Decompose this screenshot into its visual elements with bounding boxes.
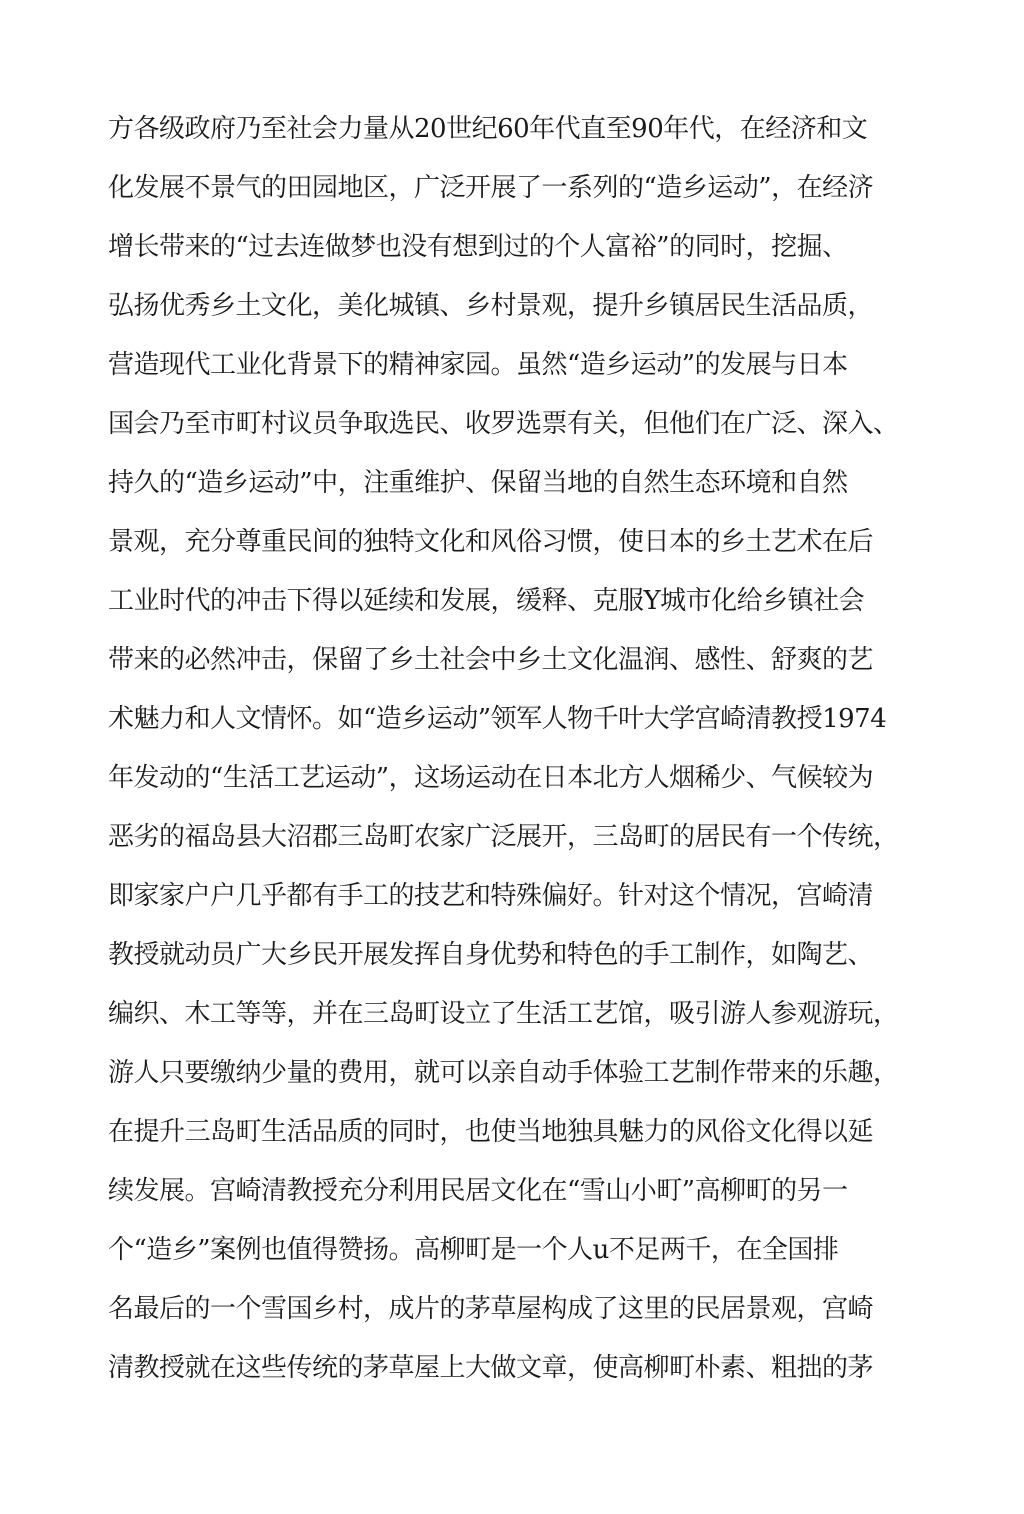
text-line: 持久的“造乡运动”中，注重维护、保留当地的自然生态环境和自然	[108, 468, 848, 498]
text-line: 方各级政府乃至社会力量从20世纪60年代直至90年代，在经济和文	[108, 114, 868, 144]
text-line: 工业时代的冲击下得以延续和发展，缓释、克服Y城市化给乡镇社会	[108, 586, 865, 616]
text-line: 恶劣的福岛县大沼郡三岛町农家广泛展开，三岛町的居民有一个传统，	[108, 822, 899, 852]
text-line: 弘扬优秀乡土文化，美化城镇、乡村景观，提升乡镇居民生活品质，	[108, 291, 874, 321]
text-line: 即家家户户几乎都有手工的技艺和特殊偏好。针对这个情况，宫崎清	[108, 881, 874, 911]
text-line: 编织、木工等等，并在三岛町设立了生活工艺馆，吸引游人参观游玩，	[108, 999, 899, 1029]
text-line: 术魅力和人文情怀。如“造乡运动”领军人物千叶大学宫崎清教授1974	[108, 704, 887, 734]
text-line: 化发展不景气的田园地区，广泛开展了一系列的“造乡运动”，在经济	[108, 173, 874, 203]
text-line: 个“造乡”案例也值得赞扬。高柳町是一个人u不足两千，在全国排	[108, 1235, 839, 1265]
text-line: 在提升三岛町生活品质的同时，也使当地独具魅力的风俗文化得以延	[108, 1117, 874, 1147]
text-line: 游人只要缴纳少量的费用，就可以亲自动手体验工艺制作带来的乐趣，	[108, 1058, 899, 1088]
text-line: 国会乃至市町村议员争取选民、收罗选票有关，但他们在广泛、深入、	[108, 409, 899, 439]
text-line: 增长带来的“过去连做梦也没有想到过的个人富裕”的同时，挖掘、	[108, 232, 848, 262]
text-line: 教授就动员广大乡民开展发挥自身优势和特色的手工制作，如陶艺、	[108, 940, 874, 970]
text-line: 营造现代工业化背景下的精神家园。虽然“造乡运动”的发展与日本	[108, 350, 848, 380]
text-line: 带来的必然冲击，保留了乡土社会中乡土文化温润、感性、舒爽的艺	[108, 645, 874, 675]
text-line: 清教授就在这些传统的茅草屋上大做文章，使高柳町朴素、粗拙的茅	[108, 1353, 874, 1383]
text-line: 续发展。宫崎清教授充分利用民居文化在“雪山小町”高柳町的另一	[108, 1176, 848, 1206]
text-line: 景观，充分尊重民间的独特文化和风俗习惯，使日本的乡土艺术在后	[108, 527, 874, 557]
body-text	[108, 104, 898, 1402]
text-line: 年发动的“生活工艺运动”，这场运动在日本北方人烟稀少、气候较为	[108, 763, 874, 793]
text-line: 名最后的一个雪国乡村，成片的茅草屋构成了这里的民居景观，宫崎	[108, 1294, 874, 1324]
